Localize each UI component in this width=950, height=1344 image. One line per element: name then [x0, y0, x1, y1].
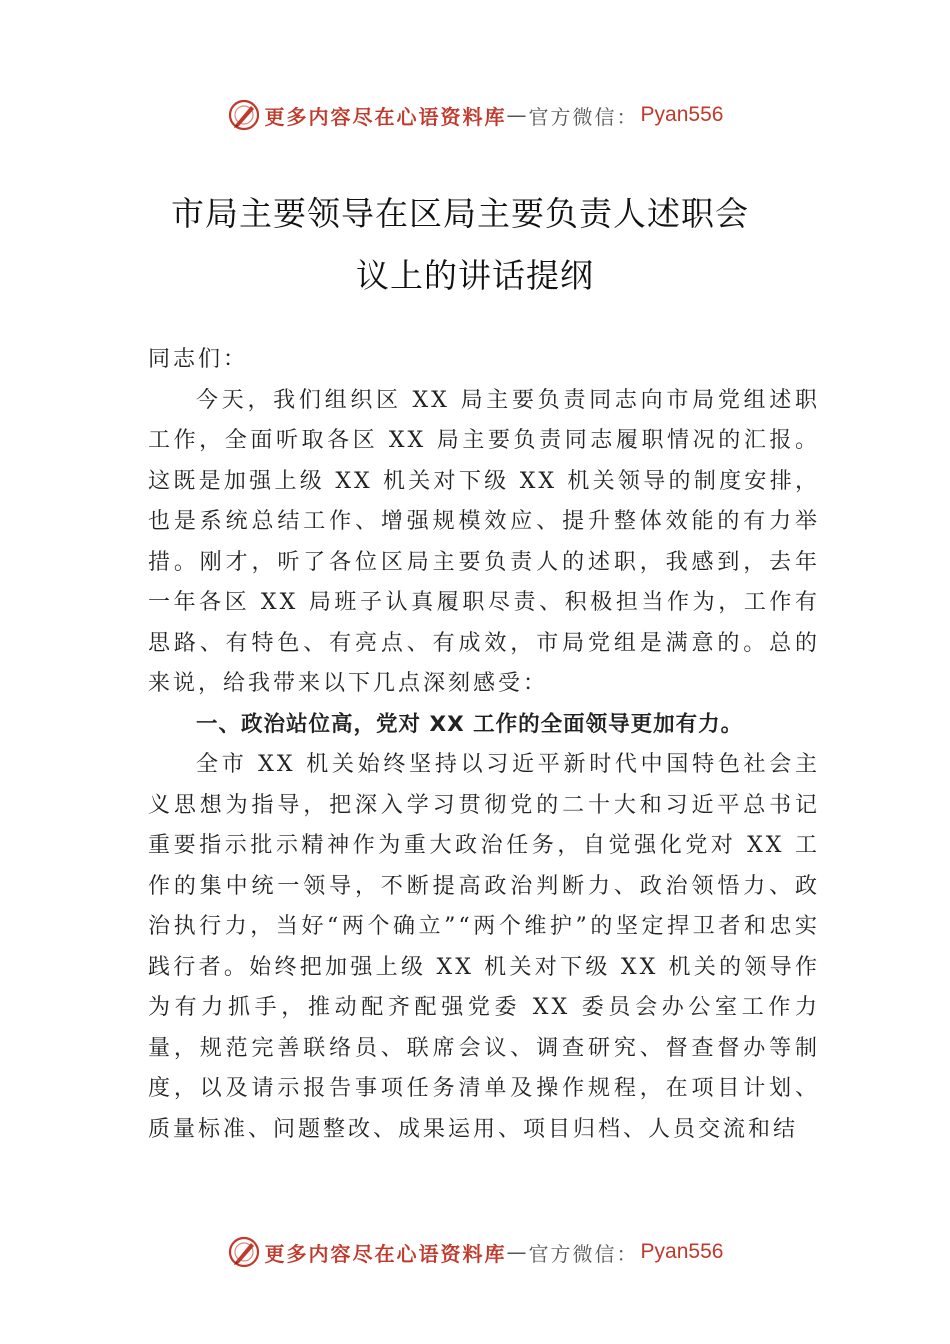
watermark-dash: — — [506, 103, 529, 127]
pen-seal-icon — [227, 1235, 261, 1269]
footer-watermark — [0, 1232, 950, 1272]
watermark-wechat-id: Pyan556 — [640, 103, 724, 126]
watermark-dash: — — [506, 1240, 529, 1264]
watermark-wechat-label: 官方微信： — [528, 104, 639, 129]
salutation: 同志们： — [148, 347, 249, 372]
paragraph-section-1: 全市 XX 机关始终坚持以习近平新时代中国特色社会主义思想为指导，把深入学习贯彻党的二十大和习近平总书记重要指示批示精神作为重大政治任务，自觉强化党对 XX 工作的集中统一领导，不断提高政治判断力、政治领悟力、政治执行力，当好“两个确立”“两个维护”的坚定捍卫者和忠实践行者。始终把加强上级 XX 机关对下级 XX 机关的领导作为有力抓手，推动配齐配强党委 XX 委员会办公室工作力量，规范完善联络员、联席会议、调查研究、督查督办等制度，以及请示报告事项任务清单及操作规程，在项目计划、 质量标准、问题整改、成果运用、项目归档、人员交流和结 — [148, 752, 820, 1142]
watermark-wechat-label: 官方微信： — [528, 1241, 639, 1266]
header-watermark — [0, 95, 950, 135]
watermark-library-text: 更多内容尽在心语资料库 — [264, 1241, 507, 1266]
watermark-library-text: 更多内容尽在心语资料库 — [264, 104, 507, 129]
document-title-line-2: 议上的讲话提纲 — [356, 256, 594, 295]
paragraph-intro: 今天，我们组织区 XX 局主要负责同志向市局党组述职工作，全面听取各区 XX 局主要负责同志履职情况的汇报。这既是加强上级 XX 机关对下级 XX 机关领导的制度安排，也是系统总结工作、增强规模效应、提升整体效能的有力举措。刚才，听了各位区局主要负责人的述职，我感到，去年 一年各区 XX 局班子认真履职尽责、积极担当作为，工作有思路、有特色、有亮点、有成效，市局党组是满意的。总的来说，给我带来以下几点深刻感受： — [148, 387, 820, 696]
pen-seal-icon — [227, 98, 261, 132]
document-body — [148, 340, 820, 1150]
section-heading-1: 一、政治站位高，党对 XX 工作的全面领导更加有力。 — [196, 711, 744, 737]
document-title-line-1: 市局主要领导在区局主要负责人述职会 — [171, 194, 749, 233]
watermark-wechat-id: Pyan556 — [640, 1240, 724, 1263]
